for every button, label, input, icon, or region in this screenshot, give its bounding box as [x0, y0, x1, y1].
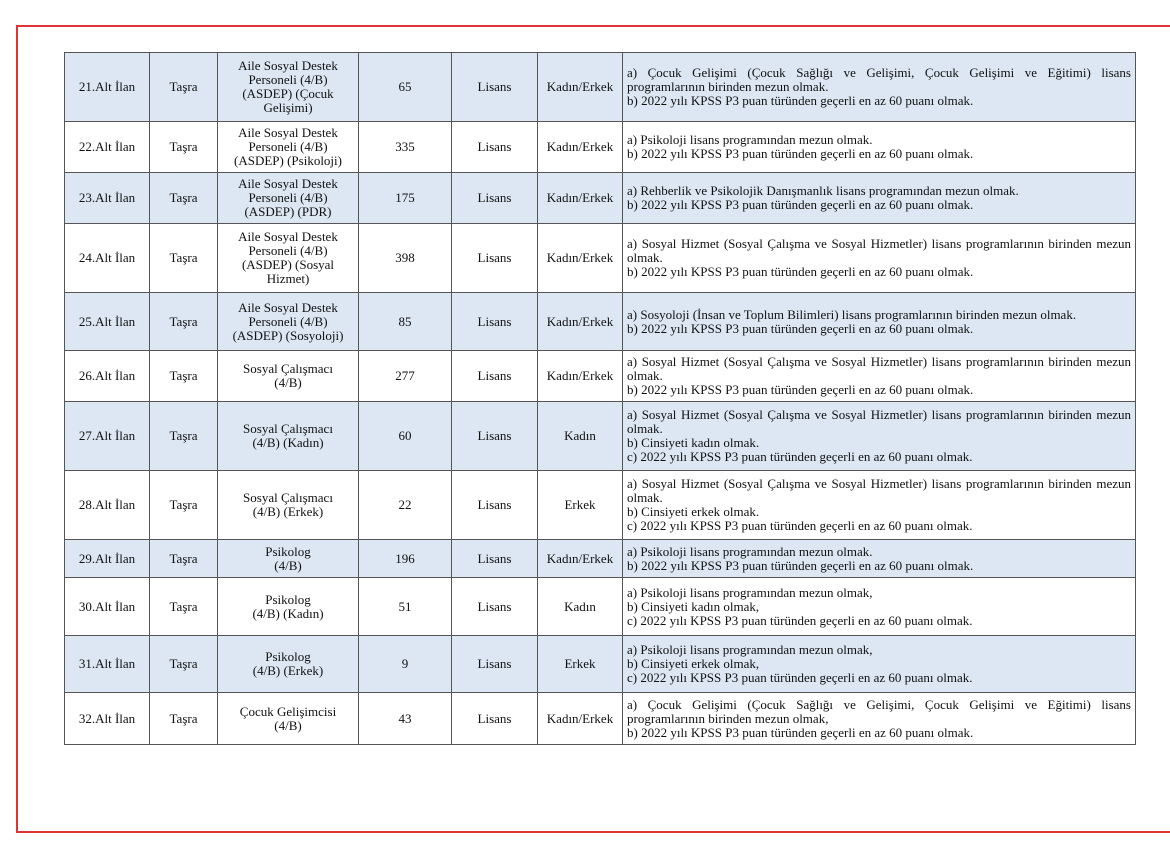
position-line: Sosyal Çalışmacı	[243, 490, 333, 505]
position-cell	[218, 53, 359, 122]
position-cell	[218, 224, 359, 293]
position-cell	[218, 351, 359, 402]
position-cell	[218, 122, 359, 173]
requirement-item: a) Psikoloji lisans programından mezun olmak,	[627, 642, 873, 657]
requirement-item: a) Sosyal Hizmet (Sosyal Çalışma ve Sosyal Hizmetler) lisans programlarının birinden mezun olmak.	[627, 476, 1131, 505]
requirements-cell	[623, 471, 1136, 540]
education-cell: Lisans	[452, 636, 538, 693]
education-cell: Lisans	[452, 471, 538, 540]
requirements-cell	[623, 224, 1136, 293]
requirement-item: a) Sosyal Hizmet (Sosyal Çalışma ve Sosyal Hizmetler) lisans programlarının birinden mezun olmak.	[627, 407, 1131, 436]
position-line: Sosyal Çalışmacı	[243, 421, 333, 436]
ilan-cell: 26.Alt İlan	[65, 351, 150, 402]
position-line: Gelişimi)	[263, 100, 313, 115]
requirement-item: b) 2022 yılı KPSS P3 puan türünden geçerli en az 60 puanı olmak.	[627, 724, 974, 740]
table-body	[65, 53, 1136, 745]
table-row	[65, 173, 1136, 224]
position-line: (4/B) (Erkek)	[252, 663, 324, 678]
requirement-item: b) Cinsiyeti erkek olmak.	[627, 504, 760, 519]
table-row	[65, 122, 1136, 173]
position-cell	[218, 173, 359, 224]
education-cell: Lisans	[452, 693, 538, 745]
location-cell: Taşra	[150, 224, 218, 293]
table-row	[65, 402, 1136, 471]
count-cell: 60	[359, 402, 452, 471]
count-cell: 85	[359, 293, 452, 351]
location-cell: Taşra	[150, 693, 218, 745]
education-cell: Lisans	[452, 351, 538, 402]
location-cell: Taşra	[150, 471, 218, 540]
gender-cell: Kadın/Erkek	[538, 351, 623, 402]
requirement-item: b) 2022 yılı KPSS P3 puan türünden geçerli en az 60 puanı olmak.	[627, 93, 974, 108]
position-line: Personeli (4/B)	[248, 243, 328, 258]
ilan-cell: 28.Alt İlan	[65, 471, 150, 540]
requirement-item: b) 2022 yılı KPSS P3 puan türünden geçerli en az 60 puanı olmak.	[627, 146, 974, 161]
ilan-cell: 25.Alt İlan	[65, 293, 150, 351]
ilan-cell: 23.Alt İlan	[65, 173, 150, 224]
table-row	[65, 471, 1136, 540]
position-cell	[218, 636, 359, 693]
position-line: Personeli (4/B)	[248, 139, 328, 154]
education-cell: Lisans	[452, 293, 538, 351]
requirements-cell	[623, 293, 1136, 351]
gender-cell: Kadın/Erkek	[538, 293, 623, 351]
requirements-cell	[623, 578, 1136, 636]
position-cell	[218, 540, 359, 578]
education-cell: Lisans	[452, 53, 538, 122]
requirement-item: c) 2022 yılı KPSS P3 puan türünden geçerli en az 60 puanı olmak.	[627, 612, 973, 628]
count-cell: 196	[359, 540, 452, 578]
table-row	[65, 224, 1136, 293]
location-cell: Taşra	[150, 122, 218, 173]
position-line: (4/B)	[274, 557, 302, 573]
position-line: Sosyal Çalışmacı	[243, 361, 333, 376]
gender-cell: Kadın/Erkek	[538, 173, 623, 224]
location-cell: Taşra	[150, 173, 218, 224]
requirements-cell	[623, 402, 1136, 471]
position-line: (4/B) (Kadın)	[252, 435, 324, 450]
ilan-cell: 32.Alt İlan	[65, 693, 150, 745]
ilan-cell: 30.Alt İlan	[65, 578, 150, 636]
location-cell: Taşra	[150, 540, 218, 578]
position-line: Aile Sosyal Destek	[238, 58, 338, 73]
position-line: Aile Sosyal Destek	[238, 176, 338, 191]
requirement-item: a) Çocuk Gelişimi (Çocuk Sağlığı ve Gelişimi, Çocuk Gelişimi ve Eğitimi) lisans programlarının birinden mezun olmak,	[627, 696, 1131, 726]
position-line: Personeli (4/B)	[248, 190, 328, 205]
position-line: Psikolog	[265, 543, 311, 559]
count-cell: 65	[359, 53, 452, 122]
requirement-item: b) Cinsiyeti erkek olmak,	[627, 656, 760, 671]
ilan-cell: 27.Alt İlan	[65, 402, 150, 471]
position-line: Psikolog	[265, 649, 311, 664]
position-line: (4/B) (Erkek)	[252, 504, 324, 519]
count-cell: 51	[359, 578, 452, 636]
gender-cell: Erkek	[538, 471, 623, 540]
requirement-item: a) Psikoloji lisans programından mezun olmak,	[627, 584, 873, 600]
location-cell: Taşra	[150, 636, 218, 693]
position-line: (ASDEP) (PDR)	[244, 204, 332, 219]
gender-cell: Kadın/Erkek	[538, 122, 623, 173]
requirement-item: a) Sosyoloji (İnsan ve Toplum Bilimleri) lisans programlarının birinden mezun olmak.	[627, 306, 1077, 322]
position-cell	[218, 578, 359, 636]
gender-cell: Kadın/Erkek	[538, 224, 623, 293]
position-line: Aile Sosyal Destek	[238, 299, 338, 315]
gender-cell: Kadın/Erkek	[538, 693, 623, 745]
table-row	[65, 693, 1136, 745]
requirement-item: b) 2022 yılı KPSS P3 puan türünden geçerli en az 60 puanı olmak.	[627, 264, 974, 279]
location-cell: Taşra	[150, 402, 218, 471]
count-cell: 43	[359, 693, 452, 745]
ilan-cell: 24.Alt İlan	[65, 224, 150, 293]
job-listings-table	[64, 52, 1136, 745]
gender-cell: Kadın/Erkek	[538, 540, 623, 578]
table-row	[65, 53, 1136, 122]
position-line: (4/B) (Kadın)	[252, 605, 324, 621]
position-line: (4/B)	[274, 717, 302, 733]
position-line: Çocuk Gelişimcisi	[239, 703, 337, 719]
position-line: (ASDEP) (Psikoloji)	[234, 153, 342, 168]
requirement-item: b) 2022 yılı KPSS P3 puan türünden geçerli en az 60 puanı olmak.	[627, 320, 974, 336]
gender-cell: Kadın	[538, 578, 623, 636]
gender-cell: Kadın	[538, 402, 623, 471]
count-cell: 22	[359, 471, 452, 540]
requirement-item: a) Sosyal Hizmet (Sosyal Çalışma ve Sosyal Hizmetler) lisans programlarının birinden mezun olmak.	[627, 236, 1131, 265]
requirement-item: c) 2022 yılı KPSS P3 puan türünden geçerli en az 60 puanı olmak.	[627, 518, 973, 533]
education-cell: Lisans	[452, 173, 538, 224]
gender-cell: Erkek	[538, 636, 623, 693]
position-line: Personeli (4/B)	[248, 72, 328, 87]
requirement-item: a) Rehberlik ve Psikolojik Danışmanlık lisans programından mezun olmak.	[627, 183, 1019, 198]
requirement-item: b) Cinsiyeti kadın olmak.	[627, 435, 760, 450]
table-row	[65, 578, 1136, 636]
position-line: (ASDEP) (Sosyal	[241, 257, 335, 272]
position-line: Aile Sosyal Destek	[238, 229, 338, 244]
requirement-item: c) 2022 yılı KPSS P3 puan türünden geçerli en az 60 puanı olmak.	[627, 670, 973, 685]
position-line: Aile Sosyal Destek	[238, 125, 338, 140]
location-cell: Taşra	[150, 53, 218, 122]
count-cell: 277	[359, 351, 452, 402]
table-row	[65, 293, 1136, 351]
table-row	[65, 636, 1136, 693]
position-line: Hizmet)	[266, 271, 310, 286]
ilan-cell: 21.Alt İlan	[65, 53, 150, 122]
education-cell: Lisans	[452, 540, 538, 578]
position-line: Personeli (4/B)	[248, 313, 328, 329]
requirements-cell	[623, 636, 1136, 693]
education-cell: Lisans	[452, 402, 538, 471]
position-cell	[218, 293, 359, 351]
requirements-cell	[623, 173, 1136, 224]
count-cell: 9	[359, 636, 452, 693]
count-cell: 398	[359, 224, 452, 293]
ilan-cell: 22.Alt İlan	[65, 122, 150, 173]
requirements-cell	[623, 122, 1136, 173]
gender-cell: Kadın/Erkek	[538, 53, 623, 122]
location-cell: Taşra	[150, 578, 218, 636]
position-cell	[218, 471, 359, 540]
position-line: (4/B)	[274, 375, 302, 390]
requirements-cell	[623, 53, 1136, 122]
requirement-item: a) Psikoloji lisans programından mezun olmak.	[627, 132, 873, 147]
position-line: (ASDEP) (Sosyoloji)	[232, 327, 344, 343]
requirement-item: a) Sosyal Hizmet (Sosyal Çalışma ve Sosyal Hizmetler) lisans programlarının birinden mezun olmak.	[627, 354, 1131, 383]
location-cell: Taşra	[150, 293, 218, 351]
education-cell: Lisans	[452, 224, 538, 293]
ilan-cell: 29.Alt İlan	[65, 540, 150, 578]
position-cell	[218, 693, 359, 745]
count-cell: 175	[359, 173, 452, 224]
requirement-item: b) 2022 yılı KPSS P3 puan türünden geçerli en az 60 puanı olmak.	[627, 382, 974, 397]
requirement-item: c) 2022 yılı KPSS P3 puan türünden geçerli en az 60 puanı olmak.	[627, 449, 973, 464]
requirements-cell	[623, 693, 1136, 745]
requirement-item: b) Cinsiyeti kadın olmak,	[627, 598, 760, 614]
count-cell: 335	[359, 122, 452, 173]
requirement-item: b) 2022 yılı KPSS P3 puan türünden geçerli en az 60 puanı olmak.	[627, 197, 974, 212]
position-line: (ASDEP) (Çocuk	[242, 86, 334, 101]
table-row	[65, 540, 1136, 578]
requirements-cell	[623, 351, 1136, 402]
location-cell: Taşra	[150, 351, 218, 402]
ilan-cell: 31.Alt İlan	[65, 636, 150, 693]
position-line: Psikolog	[265, 591, 311, 607]
position-cell	[218, 402, 359, 471]
education-cell: Lisans	[452, 578, 538, 636]
requirements-cell	[623, 540, 1136, 578]
requirement-item: a) Psikoloji lisans programından mezun olmak.	[627, 543, 873, 559]
requirement-item: b) 2022 yılı KPSS P3 puan türünden geçerli en az 60 puanı olmak.	[627, 557, 974, 573]
table-row	[65, 351, 1136, 402]
requirement-item: a) Çocuk Gelişimi (Çocuk Sağlığı ve Gelişimi, Çocuk Gelişimi ve Eğitimi) lisans programlarının birinden mezun olmak.	[627, 65, 1131, 94]
education-cell: Lisans	[452, 122, 538, 173]
